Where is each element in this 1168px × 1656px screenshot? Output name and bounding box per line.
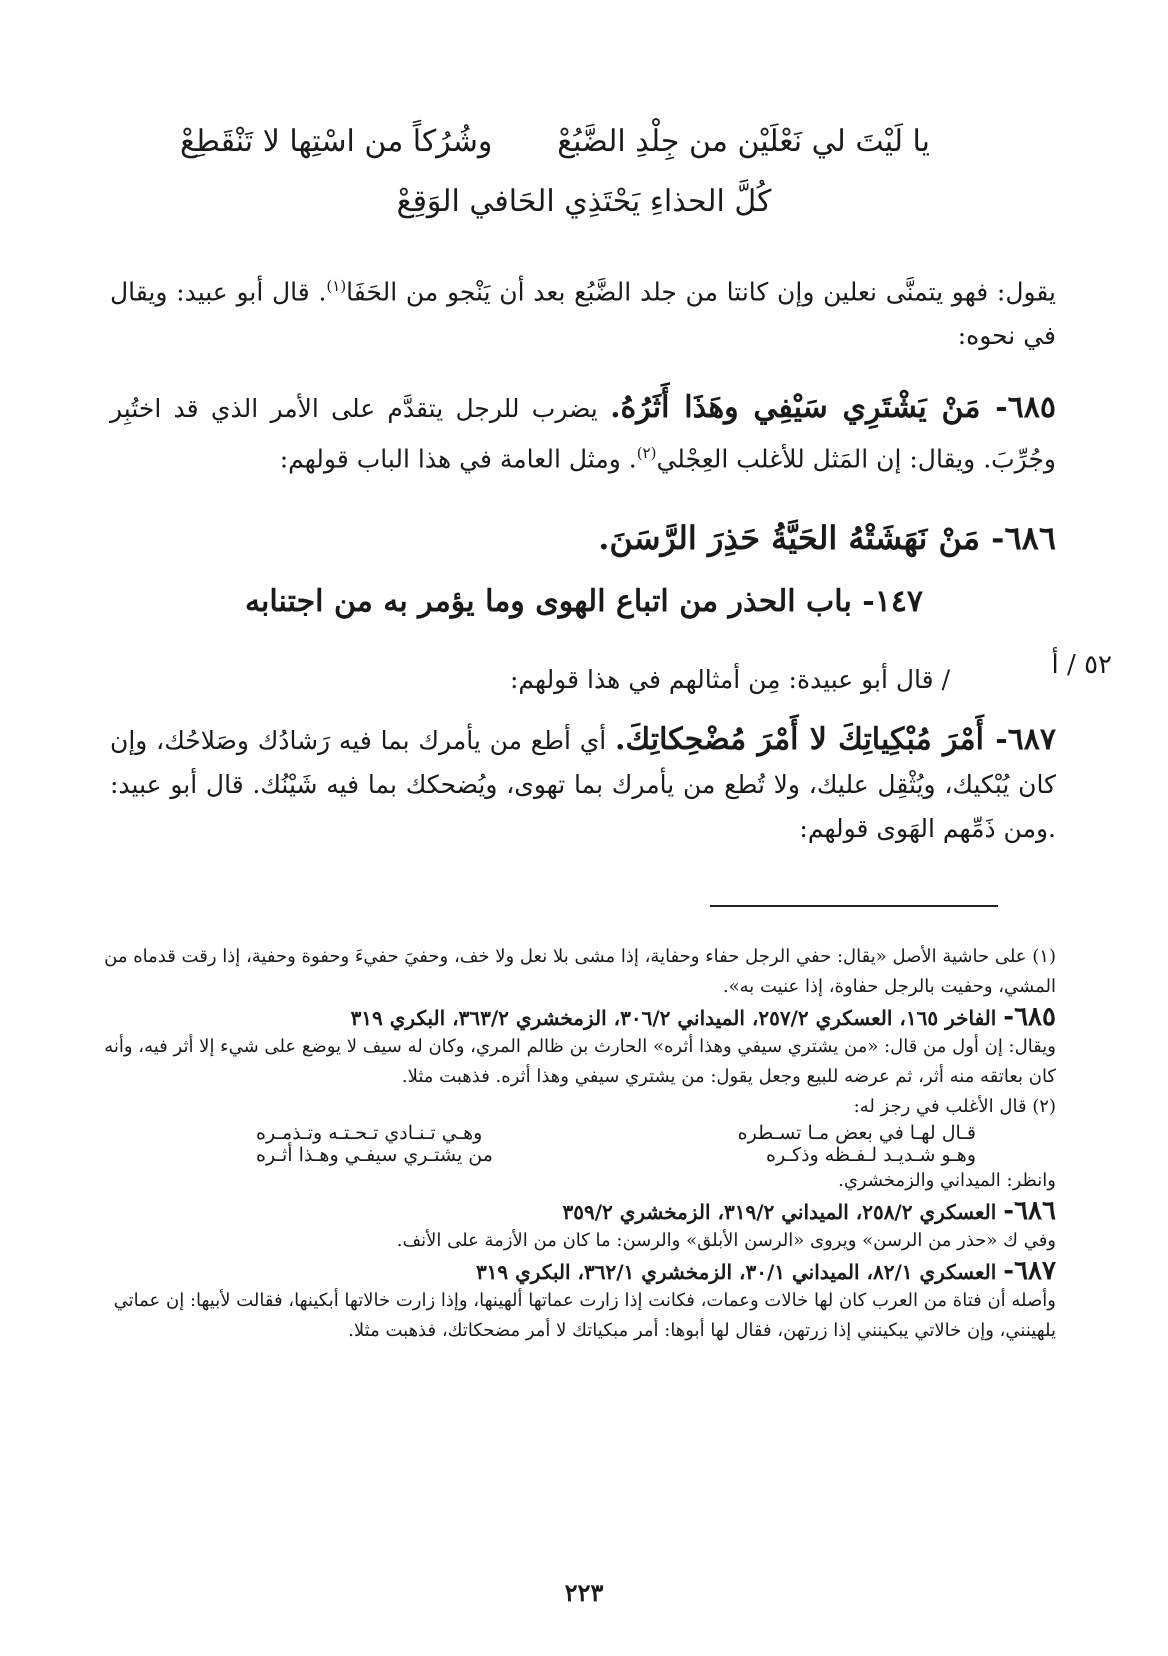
verse-line2: كُلَّ الحذاءِ يَحْتَذِي الحَافي الوَقِعْ	[396, 184, 772, 219]
entry-687	[110, 718, 1056, 851]
footnote-marker-1: (١)	[326, 277, 347, 295]
footnote-marker-2: (٢)	[636, 444, 657, 462]
entry-685-tail: . ومثل العامة في هذا الباب قولهم:	[279, 444, 637, 474]
verse-line1-left: وشُرُكاً من اسْتِها لا تَنْقَطِعْ	[180, 124, 493, 159]
ref-686-sources: العسكري ٢٥٨/٢، الميداني ٣١٩/٢، الزمخشري ٣٥٩/٢	[562, 1200, 1004, 1224]
footnote-ref-686	[80, 1196, 1056, 1226]
verse-line1-right: يا لَيْتَ لي نَعْلَيْن من جِلْدِ الضَّبُعْ	[557, 124, 930, 159]
poem-line2-right: وهـو شـديـد لـفـظه وذكـره	[766, 1144, 976, 1166]
note-685: ويقال: إن أول من قال: «من يشتري سيفي وهذا أثره» الحارث بن ظالم المري، وكان له سيف لا يوضع على شيء إلا أثر فيه، وأنه كان بعاتقه منه أثر، ثم عرضه للبيع وجعل يقول: من يشتري سيفي وهذا أثره. فذهبت مثلا.	[104, 1036, 1056, 1087]
ref-685-sources: الفاخر ١٦٥، العسكري ٢٥٧/٢، الميداني ٣٠٦/٢، الزمخشري ٣٦٣/٢، البكري ٣١٩	[350, 1006, 1004, 1030]
paragraph-intro-tail: . قال أبو عبيد: ويقال في نحوه:	[110, 277, 1056, 351]
paragraph-intro-text: يقول: فهو يتمنَّى نعلين وإن كانتا من جلد الضَّبُع بعد أن يَنْجو من الحَفَا	[346, 277, 1057, 307]
ref-685-number: ٦٨٥-	[1003, 1002, 1056, 1032]
ref-686-number: ٦٨٦-	[1003, 1196, 1056, 1226]
paragraph-abu-ubayda: / قال أبو عبيدة: مِن أمثالهم في هذا قولهم:	[509, 665, 950, 694]
page-number: ٢٢٣	[564, 1578, 604, 1607]
poem-line1-left: وهـي تـنـادي تـحـتـه وتـذمـره	[256, 1122, 483, 1144]
poem-line1-right: قـال لهـا في بعض مـا تسـطره	[737, 1122, 976, 1144]
footnotes	[80, 942, 1056, 1346]
paragraph-intro	[110, 264, 1056, 358]
entry-685-heading: ٦٨٥- مَنْ يَشْتَرِي سَيْفِي وهَذَا أَثَرُهُ.	[610, 390, 1057, 425]
ref-687-number: ٦٨٧-	[1003, 1256, 1056, 1286]
note-687: وأصله أن فتاة من العرب كان لها خالات وعمات، فكانت إذا زارت عماتها ألهينها، وإذا زارت خالاتها أبكينها، فقالت لأبيها: إن عماتي يلهينني، وإن خالاتي يبكينني إذا زرتهن، فقال لها أبوها: أمر مبكياتك لا أمر مضحكاتك، فذهبت مثلا.	[113, 1290, 1056, 1341]
entry-686-heading: ٦٨٦- مَنْ نَهَشَتْهُ الحَيَّةُ حَذِرَ الرَّسَنَ.	[598, 519, 1056, 557]
footnote-2-intro: (٢) قال الأغلب في رجز له:	[853, 1096, 1056, 1117]
poem-line2-left: من يشتـري سيفـي وهـذا أثـره	[256, 1144, 493, 1166]
entry-687-heading: ٦٨٧- أَمْرَ مُبْكِياتِكَ لا أَمْرَ مُضْحِكاتِكَ.	[615, 722, 1056, 757]
chapter-title: ١٤٧- باب الحذر من اتباع الهوى وما يؤمر به من اجتنابه	[244, 584, 924, 619]
footnote-2-see-also: وانظر: الميداني والزمخشري.	[838, 1170, 1056, 1191]
footnote-2-poem	[256, 1122, 976, 1166]
entry-685	[110, 386, 1056, 481]
entry-686	[110, 516, 1056, 563]
footnote-ref-685	[80, 1002, 1056, 1032]
entry-685-text: يضرب للرجل يتقدَّم على الأمر الذي قد اختُبِر وجُرِّبَ. ويقال: إن المَثل للأغلب العِجْلي	[110, 394, 1056, 474]
ref-687-sources: العسكري ٨٢/١، الميداني ٣٠/١، الزمخشري ٣٦٢/١، البكري ٣١٩	[475, 1260, 1004, 1284]
footnote-separator	[710, 905, 998, 907]
note-686: وفي ك «حذر من الرسن» ويروى «الرسن الأبلق» والرسن: ما كان من الأزمة على الأنف.	[396, 1230, 1056, 1251]
footnote-ref-687	[80, 1256, 1056, 1286]
footnote-1: (١) على حاشية الأصل «يقال: حفي الرجل حفاء وحفاية، إذا مشى بلا نعل ولا خف، وحفيَ حفيءَ وحفوة وحفية، إذا رقت قدماه من المشي، وحفيت بالرجل حفاوة، إذا عنيت به».	[104, 946, 1056, 997]
folio-reference: ٥٢ / أ	[1051, 650, 1112, 680]
entry-687-text: أي أطع من يأمرك بما فيه رَشادُك وصَلاحُك، وإن كان يُبْكيك، ويُثْقِل عليك، ولا تُطع من يأمرك بما تهوى، ويُضحكك بما فيه شَيْنُك. قال أبو عبيد: .ومن ذَمِّهم الهَوى قولهم:	[110, 726, 1056, 843]
